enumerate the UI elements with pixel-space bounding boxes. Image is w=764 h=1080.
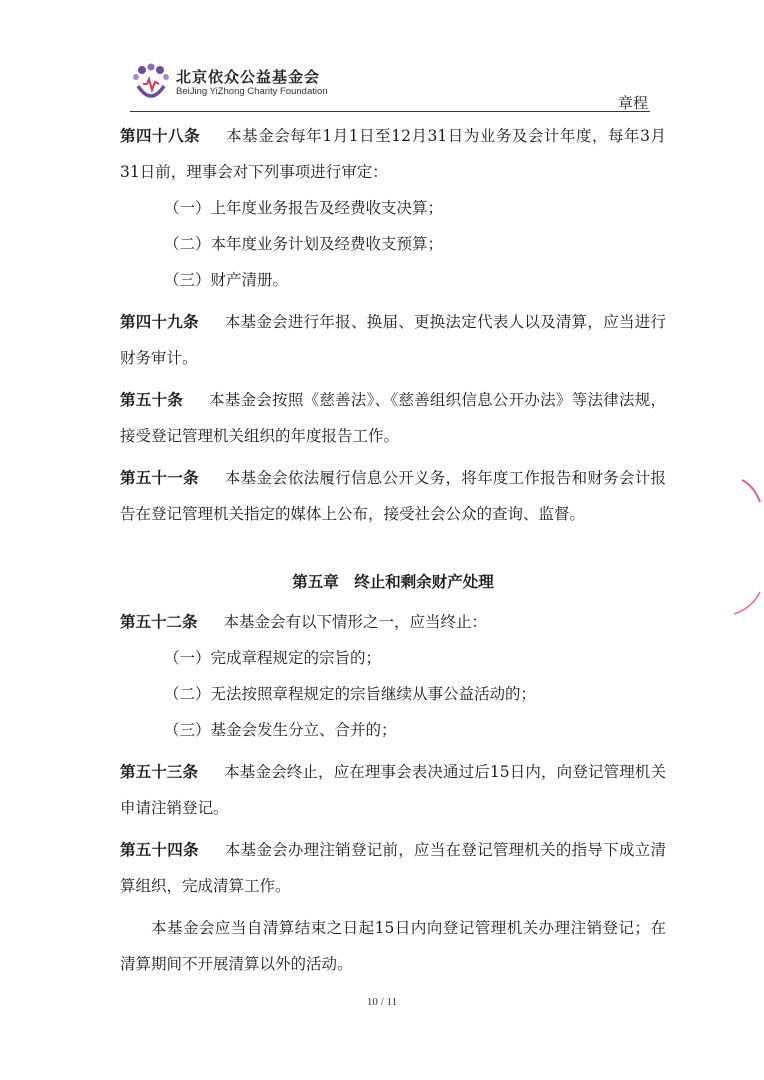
article-54 xyxy=(120,832,666,904)
margin-mark-icon xyxy=(740,478,762,504)
article-number: 第五十一条 xyxy=(120,469,199,487)
article-number: 第四十九条 xyxy=(120,313,199,331)
list-item: （二）无法按照章程规定的宗旨继续从事公益活动的； xyxy=(164,685,537,703)
article-50 xyxy=(120,382,666,454)
list-item: （二）本年度业务计划及经费收支预算； xyxy=(164,235,444,253)
closing-paragraph: 本基金会应当自清算结束之日起15日内向登记管理机关办理注销登记；在清算期间不开展清算以外的活动。 xyxy=(120,919,666,973)
article-number: 第五十二条 xyxy=(120,613,198,631)
list-item: （一）上年度业务报告及经费收支决算； xyxy=(164,199,444,217)
chapter-heading: 第五章 终止和剩余财产处理 xyxy=(292,573,494,591)
article-number: 第五十三条 xyxy=(120,763,199,781)
doc-type-label: 章程 xyxy=(617,94,648,112)
article-number: 第五十条 xyxy=(120,391,184,409)
header-divider xyxy=(130,111,650,112)
article-text: 本基金会依法履行信息公开义务，将年度工作报告和财务会计报告在登记管理机关指定的媒体上公布，接受社会公众的查询、监督。 xyxy=(120,469,666,523)
article-number: 第五十四条 xyxy=(120,841,199,859)
article-52 xyxy=(120,604,666,640)
article-text: 本基金会按照《慈善法》、《慈善组织信息公开办法》等法律法规，接受登记管理机关组织的年度报告工作。 xyxy=(120,391,666,445)
article-text: 本基金会终止，应在理事会表决通过后15日内，向登记管理机关申请注销登记。 xyxy=(120,763,666,817)
article-48 xyxy=(120,118,666,190)
article-number: 第四十八条 xyxy=(120,127,201,145)
article-text: 本基金会办理注销登记前，应当在登记管理机关的指导下成立清算组织，完成清算工作。 xyxy=(120,841,666,895)
document-header xyxy=(130,60,650,112)
document-body xyxy=(120,118,666,982)
list-item: （一）完成章程规定的宗旨的； xyxy=(164,649,382,667)
org-name-cn: 北京依众公益基金会 xyxy=(176,68,321,86)
article-text: 本基金会有以下情形之一，应当终止： xyxy=(223,613,488,631)
page-number: 10 / 11 xyxy=(366,996,398,1008)
article-53 xyxy=(120,754,666,826)
article-text: 本基金会进行年报、换届、更换法定代表人以及清算，应当进行财务审计。 xyxy=(120,313,666,367)
foundation-logo-icon xyxy=(130,62,172,104)
list-item: （三）基金会发生分立、合并的； xyxy=(164,721,397,739)
org-name-en: BeiJing YiZhong Charity Foundation xyxy=(176,86,328,97)
margin-mark-icon xyxy=(732,590,762,620)
article-text: 本基金会每年1月1日至12月31日为业务及会计年度，每年3月31日前，理事会对下列事项进行审定： xyxy=(120,127,666,181)
list-item: （三）财产清册。 xyxy=(164,271,289,289)
article-49 xyxy=(120,304,666,376)
article-51 xyxy=(120,460,666,532)
